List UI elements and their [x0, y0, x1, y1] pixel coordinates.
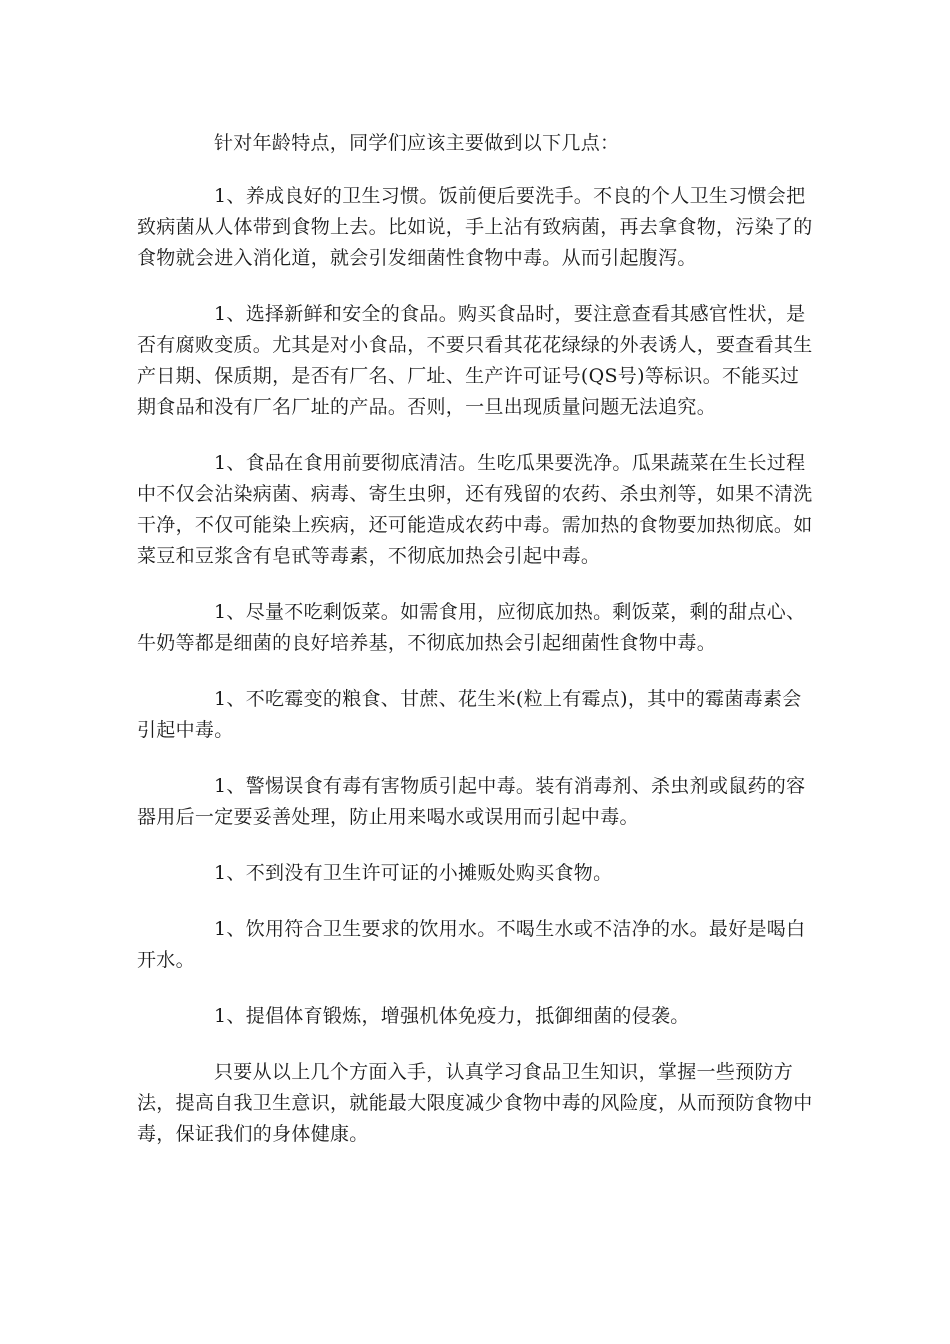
paragraph-fresh-safe-food: 1、选择新鲜和安全的食品。购买食品时，要注意查看其感官性状，是否有腐败变质。尤其是对小食品，不要只看其花花绿绿的外表诱人，要查看其生产日期、保质期，是否有厂名、厂址、生产许可证号(QS号)等标识。不能买过期食品和没有厂名厂址的产品。否则，一旦出现质量问题无法追究。	[137, 303, 813, 418]
document-body	[137, 128, 813, 1175]
paragraph-toxic-substances: 1、警惕误食有毒有害物质引起中毒。装有消毒剂、杀虫剂或鼠药的容器用后一定要妥善处理，防止用来喝水或误用而引起中毒。	[137, 775, 806, 828]
paragraph-leftovers: 1、尽量不吃剩饭菜。如需食用，应彻底加热。剩饭菜，剩的甜点心、牛奶等都是细菌的良好培养基，不彻底加热会引起细菌性食物中毒。	[137, 601, 806, 654]
paragraph-street-vendors: 1、不到没有卫生许可证的小摊贩处购买食物。	[214, 862, 613, 884]
paragraph-moldy-food: 1、不吃霉变的粮食、甘蔗、花生米(粒上有霉点)，其中的霉菌毒素会引起中毒。	[137, 688, 802, 741]
paragraph-drinking-water: 1、饮用符合卫生要求的饮用水。不喝生水或不洁净的水。最好是喝白开水。	[137, 918, 806, 971]
intro-paragraph: 针对年龄特点，同学们应该主要做到以下几点：	[214, 132, 620, 154]
paragraph-clean-before-eating: 1、食品在食用前要彻底清洁。生吃瓜果要洗净。瓜果蔬菜在生长过程中不仅会沾染病菌、病毒、寄生虫卵，还有残留的农药、杀虫剂等，如果不清洗干净，不仅可能染上疾病，还可能造成农药中毒。需加热的食物要加热彻底。如菜豆和豆浆含有皂甙等毒素，不彻底加热会引起中毒。	[137, 452, 813, 567]
paragraph-exercise: 1、提倡体育锻炼，增强机体免疫力，抵御细菌的侵袭。	[214, 1005, 690, 1027]
paragraph-conclusion: 只要从以上几个方面入手，认真学习食品卫生知识，掌握一些预防方法，提高自我卫生意识，就能最大限度减少食物中毒的风险度，从而预防食物中毒，保证我们的身体健康。	[137, 1061, 813, 1145]
paragraph-hygiene-habits: 1、养成良好的卫生习惯。饭前便后要洗手。不良的个人卫生习惯会把致病菌从人体带到食物上去。比如说，手上沾有致病菌，再去拿食物，污染了的食物就会进入消化道，就会引发细菌性食物中毒。从而引起腹泻。	[137, 185, 813, 269]
